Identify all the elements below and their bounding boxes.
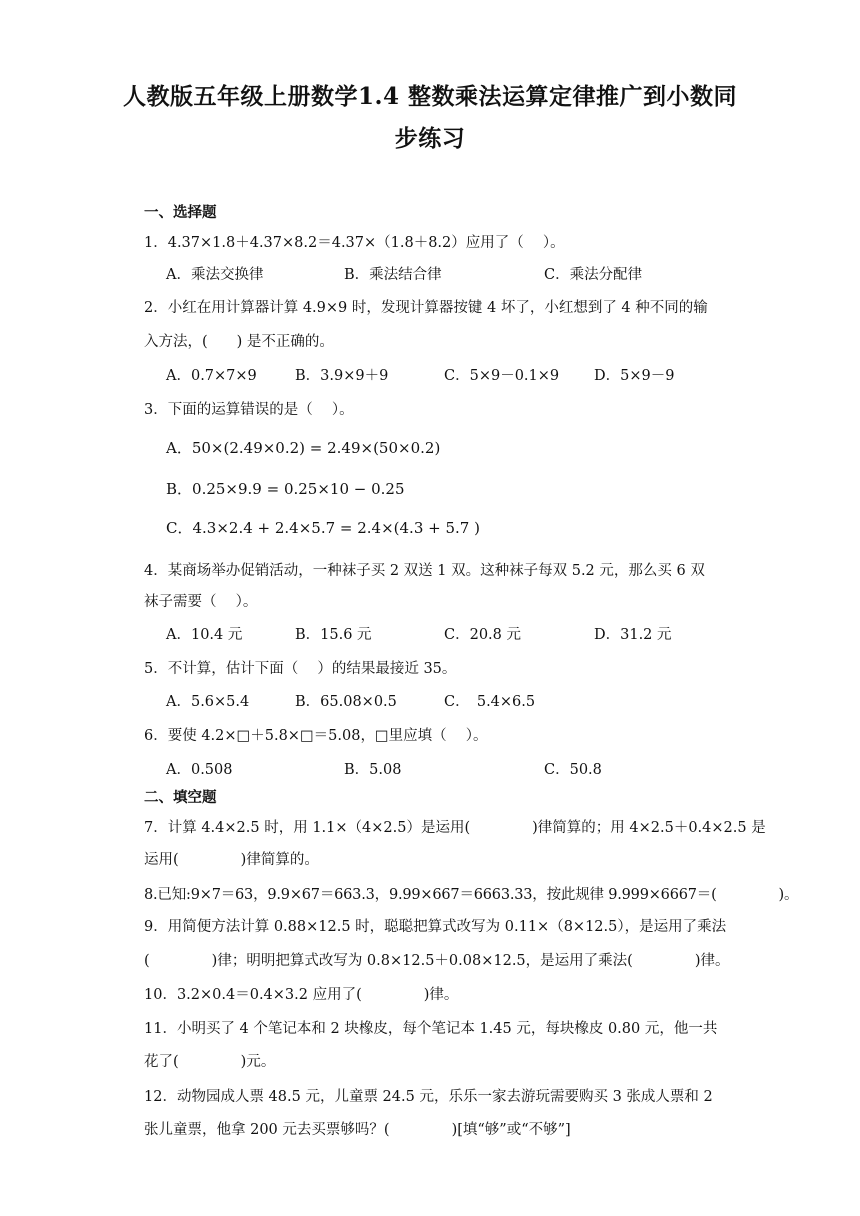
question-5: 5．不计算，估计下面（ ）的结果最接近 35。 [144,661,457,677]
q5-option-a: A．5.6×5.4 [166,694,250,710]
section-heading-choice: 一、选择题 [144,204,217,221]
question-8 [144,885,798,905]
page-title: 人教版五年级上册数学1.4 整数乘法运算定律推广到小数同 [122,83,738,110]
q4-option-d: D．31.2 元 [594,627,672,643]
q9-text-a: ( [144,953,150,969]
question-11-line2 [144,1052,275,1072]
q5-option-b: B．65.08×0.5 [295,694,397,710]
q3-option-a: A．50×(2.49×0.2) = 2.49×(50×0.2) [166,439,441,457]
question-12-line2 [144,1120,571,1140]
q4-option-c: C．20.8 元 [444,627,521,643]
q2-option-a: A．0.7×7×9 [166,368,257,384]
q9-text-c: )律。 [694,953,730,969]
q9-text-b: )律；明明把算式改写为 0.8×12.5＋0.08×12.5，是运用了乘法( [211,953,633,969]
question-3: 3．下面的运算错误的是（ ）。 [144,402,354,418]
q10-text-b: )律。 [423,987,459,1003]
q11-text-a: 花了( [144,1054,179,1070]
q7-text-b: )律简算的；用 4×2.5＋0.4×2.5 是 [532,820,766,836]
page-title-continued: 步练习 [394,125,466,152]
q4-option-a: A．10.4 元 [166,627,243,643]
q3-option-c: C．4.3×2.4 + 2.4×5.7 = 2.4×(4.3 + 5.7 ) [166,519,480,537]
question-12-line1: 12．动物园成人票 48.5 元，儿童票 24.5 元，乐乐一家去游玩需要购买 3 张成人票和 2 [144,1089,713,1105]
question-9-line1: 9．用简便方法计算 0.88×12.5 时，聪聪把算式改写为 0.11×（8×12.5），是运用了乘法 [144,919,727,935]
q6-option-c: C．50.8 [544,762,602,778]
q3-option-b: B．0.25×9.9 = 0.25×10 − 0.25 [166,480,405,498]
q4-option-b: B．15.6 元 [295,627,372,643]
question-7-line2 [144,850,319,870]
q1-option-a: A．乘法交换律 [166,267,264,283]
q1-option-c: C．乘法分配律 [544,267,643,283]
q2-option-c: C．5×9－0.1×9 [444,368,560,384]
q7-text-d: )律简算的。 [240,852,319,868]
q12-text-b: )[填“够”或“不够”] [451,1122,571,1138]
q1-option-b: B．乘法结合律 [344,267,442,283]
q12-text-a: 张儿童票，他拿 200 元去买票够吗？( [144,1122,390,1138]
q7-text-c: 运用( [144,852,179,868]
q2-option-b: B．3.9×9＋9 [295,368,389,384]
q2-option-d: D．5×9－9 [594,368,675,384]
question-2-line1: 2．小红在用计算器计算 4.9×9 时，发现计算器按键 4 坏了，小红想到了 4 种不同的输 [144,300,708,316]
q7-text-a: 7．计算 4.4×2.5 时，用 1.1×（4×2.5）是运用( [144,820,471,836]
question-11-line1: 11．小明买了 4 个笔记本和 2 块橡皮，每个笔记本 1.45 元，每块橡皮 0.80 元，他一共 [144,1021,718,1037]
q8-text-b: )。 [778,887,799,903]
question-1: 1．4.37×1.8＋4.37×8.2＝4.37×（1.8＋8.2）应用了（ ）。 [144,235,565,251]
question-2-line2: 入方法，( ) 是不正确的。 [144,334,334,350]
q11-text-b: )元。 [240,1054,276,1070]
q6-option-b: B．5.08 [344,762,402,778]
q8-text-a: 8.已知:9×7＝63，9.9×67＝663.3，9.99×667＝6663.33，按此规律 9.999×6667＝( [144,887,717,903]
section-heading-fill: 二、填空题 [144,789,217,806]
question-4-line2: 袜子需要（ ）。 [144,594,258,610]
question-4-line1: 4．某商场举办促销活动，一种袜子买 2 双送 1 双。这种袜子每双 5.2 元，那么买 6 双 [144,563,705,579]
question-6: 6．要使 4.2×□＋5.8×□＝5.08，□里应填（ ）。 [144,728,488,744]
question-9-line2 [144,951,729,971]
q5-option-c: C． 5.4×6.5 [444,694,536,710]
question-10 [144,985,458,1005]
q6-option-a: A．0.508 [166,762,233,778]
question-7-line1 [144,818,766,838]
q10-text-a: 10．3.2×0.4＝0.4×3.2 应用了( [144,987,362,1003]
